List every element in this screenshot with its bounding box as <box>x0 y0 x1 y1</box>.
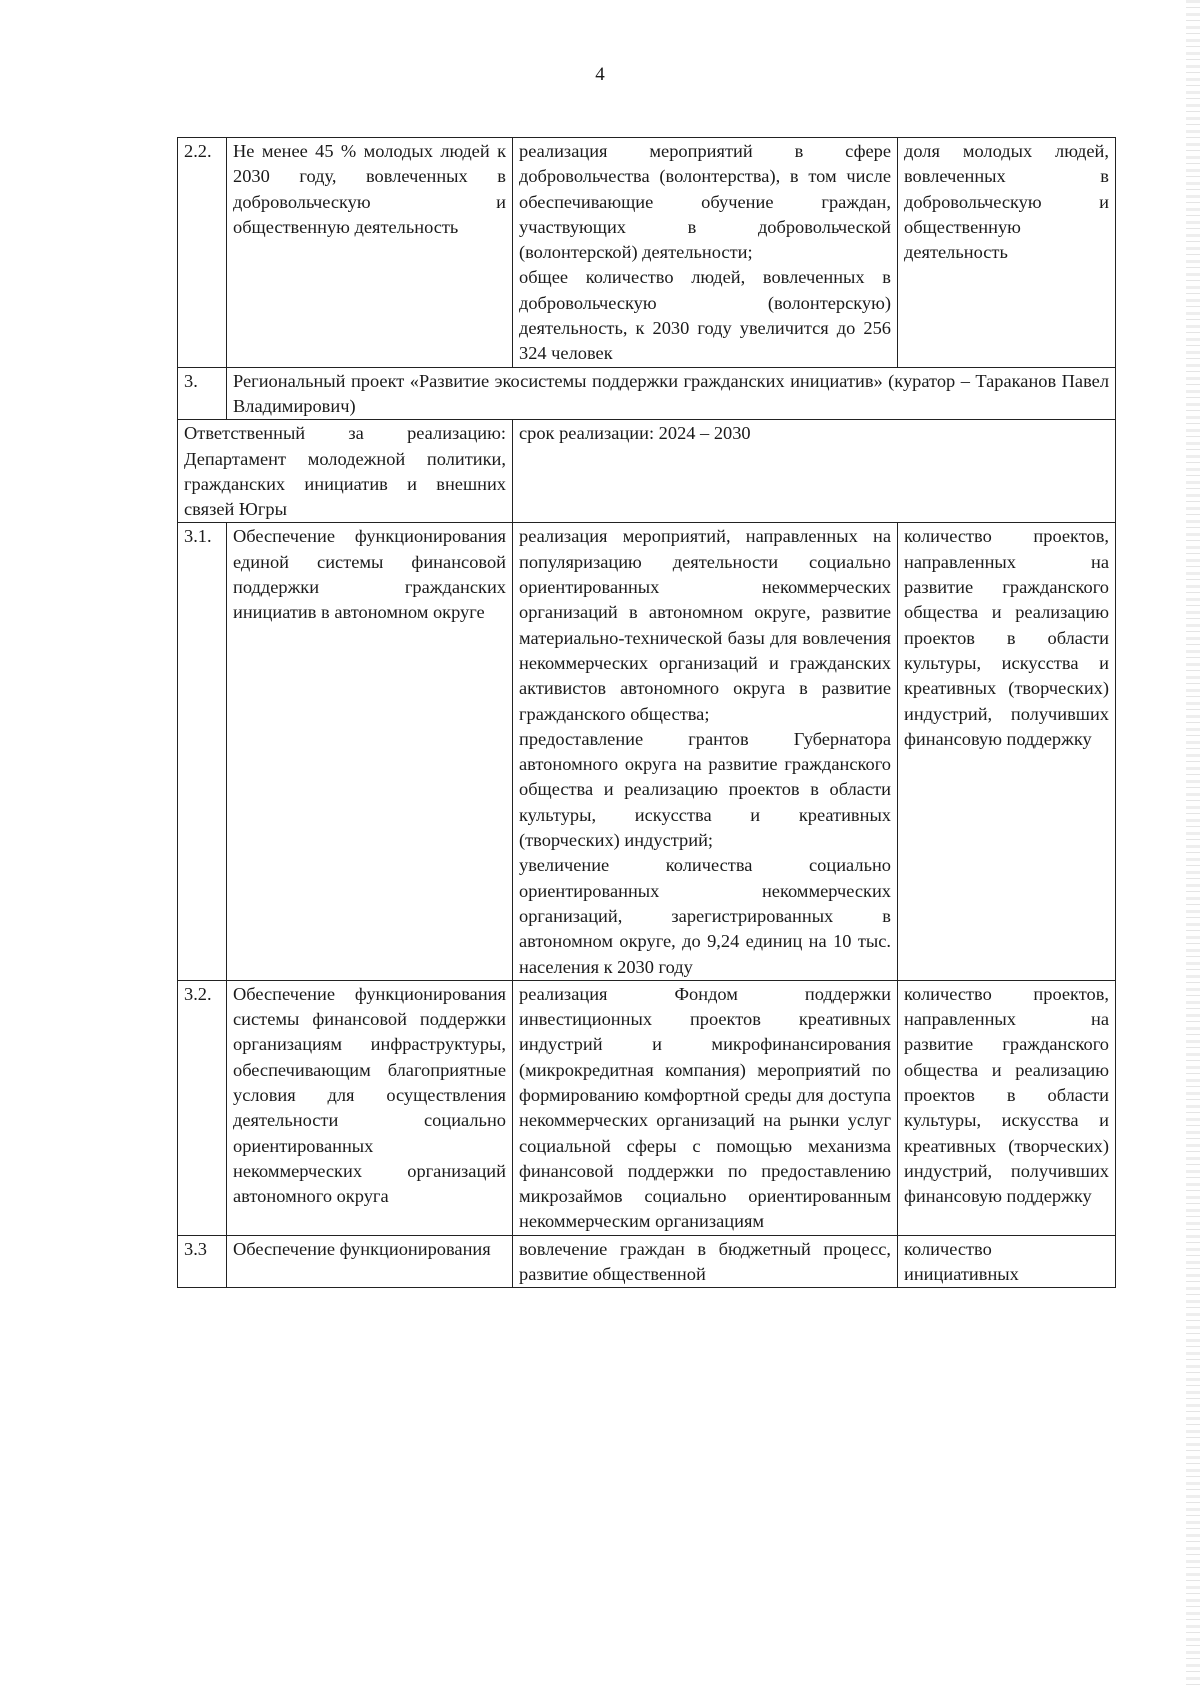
effect-cell <box>513 138 898 368</box>
row-number: 3.1. <box>178 523 227 980</box>
term-cell: срок реализации: 2024 – 2030 <box>513 420 1116 523</box>
table-row-3-header <box>178 367 1116 420</box>
table-row-3-1 <box>178 523 1116 980</box>
table-row-2-2 <box>178 138 1116 368</box>
effect-paragraph: общее количество людей, вовлеченных в добровольческую (волонтерскую) деятельность, к 2030 году увеличится до 256 324 человек <box>519 267 891 364</box>
effect-cell: реализация Фондом поддержки инвестиционных проектов креативных индустрий и микрофинансирования (микрокредитная компания) мероприятий по формированию комфортной среды для доступа некоммерческих организаций на рынки услуг социальной сферы с помощью механизма финансовой поддержки по предоставлению микрозаймов социально ориентированным некоммерческим организациям <box>513 980 898 1235</box>
regional-project-title: Региональный проект «Развитие экосистемы поддержки гражданских инициатив» (куратор – Тараканов Павел Владимирович) <box>227 367 1116 420</box>
responsible-cell: Ответственный за реализацию: Департамент молодежной политики, гражданских инициатив и внешних связей Югры <box>178 420 513 523</box>
row-number: 3.3 <box>178 1235 227 1288</box>
effect-paragraph: предоставление грантов Губернатора автономного округа на развитие гражданского общества и реализацию проектов в области культуры, искусства и креативных (творческих) индустрий; <box>519 728 891 851</box>
effect-cell <box>513 523 898 980</box>
effect-paragraph: увеличение количества социально ориентированных некоммерческих организаций, зарегистрированных в автономном округе, до 9,24 единиц на 10 тыс. населения к 2030 году <box>519 855 891 977</box>
row-number: 3.2. <box>178 980 227 1235</box>
indicator-cell: количество проектов, направленных на развитие гражданского общества и реализацию проектов в области культуры, искусства и креативных (творческих) индустрий, получивших финансовую поддержку <box>898 523 1116 980</box>
task-cell: Обеспечение функционирования единой системы финансовой поддержки гражданских инициатив в автономном округе <box>227 523 513 980</box>
page-number: 4 <box>595 64 605 85</box>
measures-table <box>177 137 1116 1288</box>
row-number: 2.2. <box>178 138 227 368</box>
task-cell: Обеспечение функционирования <box>227 1235 513 1288</box>
row-number: 3. <box>178 367 227 420</box>
table-row-3-2 <box>178 980 1116 1235</box>
indicator-cell: количество инициативных <box>898 1235 1116 1288</box>
task-cell: Не менее 45 % молодых людей к 2030 году, вовлеченных в добровольческую и общественную деятельность <box>227 138 513 368</box>
indicator-cell: количество проектов, направленных на развитие гражданского общества и реализацию проектов в области культуры, искусства и креативных (творческих) индустрий, получивших финансовую поддержку <box>898 980 1116 1235</box>
table-row-responsible <box>178 420 1116 523</box>
effect-paragraph: реализация мероприятий в сфере добровольчества (волонтерства), в том числе обеспечивающие обучение граждан, участвующих в добровольческой (волонтерской) деятельности; <box>519 141 891 263</box>
scan-edge <box>1186 0 1200 1686</box>
indicator-cell: доля молодых людей, вовлеченных в добровольческую и общественную деятельность <box>898 138 1116 368</box>
task-cell: Обеспечение функционирования системы финансовой поддержки организациям инфраструктуры, обеспечивающим благоприятные условия для осуществления деятельности социально ориентированных некоммерческих организаций автономного округа <box>227 980 513 1235</box>
table-row-3-3 <box>178 1235 1116 1288</box>
effect-paragraph: реализация мероприятий, направленных на популяризацию деятельности социально ориентированных некоммерческих организаций в автономном округе, развитие материально-технической базы для вовлечения некоммерческих организаций и гражданских активистов автономного округа в развитие гражданского общества; <box>519 526 891 724</box>
effect-cell: вовлечение граждан в бюджетный процесс, развитие общественной <box>513 1235 898 1288</box>
